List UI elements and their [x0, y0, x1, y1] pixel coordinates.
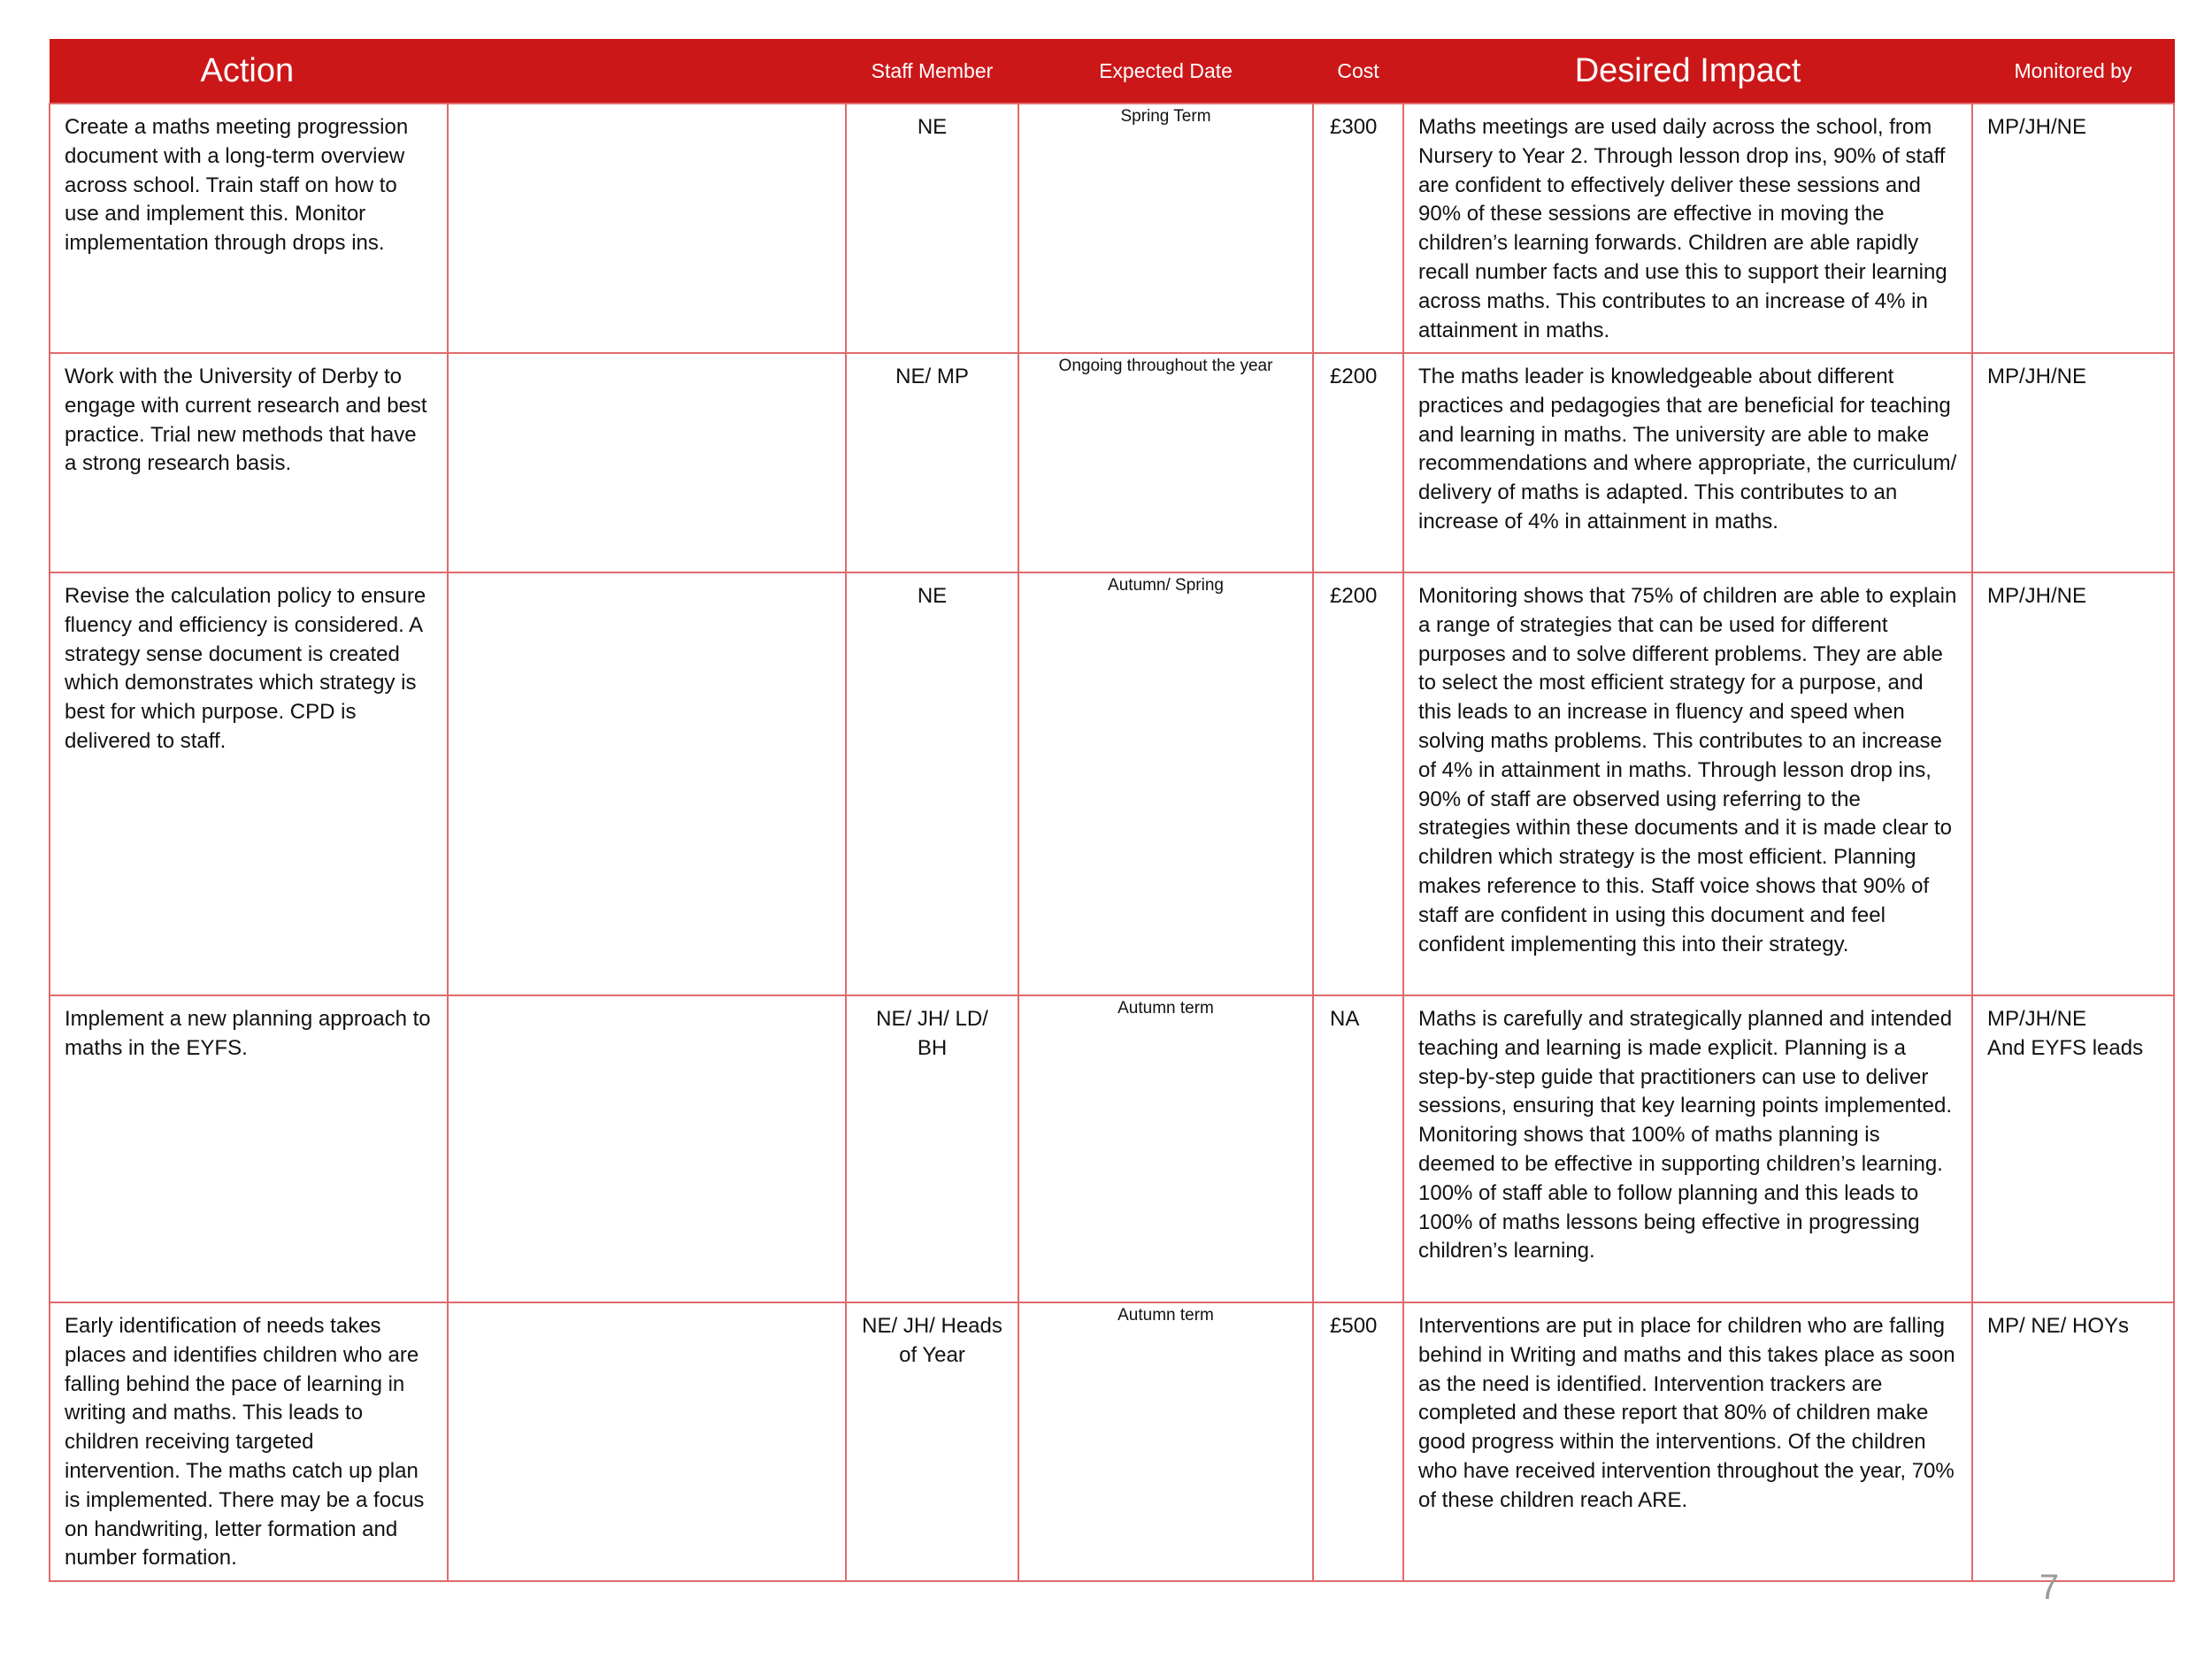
action-cell: Work with the University of Derby to engage with current research and best practice. Trial new methods that have a strong research basis.	[50, 353, 448, 572]
action-cell: Early identification of needs takes places and identifies children who are falling behind the pace of learning in writing and maths. This leads to children receiving targeted intervention. The maths catch up plan is implemented. There may be a focus on handwriting, letter formation and number formation.	[50, 1302, 448, 1581]
staff-cell: NE/ MP	[846, 353, 1018, 572]
date-cell: Autumn/ Spring	[1018, 572, 1313, 995]
notes-cell	[448, 1302, 846, 1581]
notes-cell	[448, 572, 846, 995]
impact-cell: Monitoring shows that 75% of children are able to explain a range of strategies that can be used for different purposes and to solve different problems. They are able to select the most efficient strategy for a purpose, and this leads to an increase in fluency and speed when solving maths problems. This contributes to an increase of 4% in attainment in maths. Through lesson drop ins, 90% of staff are observed using referring to the strategies within these documents and it is made clear to children which strategy is the most efficient. Planning makes reference to this. Staff voice shows that 90% of staff are confident in using this document and feel confident implementing this into their strategy.	[1403, 572, 1972, 995]
action-plan-table	[49, 39, 2175, 1582]
table-row	[50, 104, 2174, 353]
monitored-cell: MP/JH/NE	[1972, 104, 2174, 353]
staff-cell: NE	[846, 572, 1018, 995]
monitored-cell: MP/JH/NE	[1972, 353, 2174, 572]
monitored-cell: MP/ NE/ HOYs	[1972, 1302, 2174, 1581]
monitored-cell: MP/JH/NE	[1972, 572, 2174, 995]
action-cell: Create a maths meeting progression document with a long-term overview across school. Train staff on how to use and implement this. Monitor implementation through drops ins.	[50, 104, 448, 353]
header-action: Action	[50, 39, 846, 104]
monitored-cell: MP/JH/NE And EYFS leads	[1972, 995, 2174, 1302]
impact-cell: Maths is carefully and strategically planned and intended teaching and learning is made explicit. Planning is a step-by-step guide that practitioners can use to deliver sessions, ensuring that key learning points implemented. Monitoring shows that 100% of maths planning is deemed to be effective in supporting children’s learning. 100% of staff able to follow planning and this leads to 100% of maths lessons being effective in progressing children’s learning.	[1403, 995, 1972, 1302]
cost-cell: £200	[1313, 353, 1403, 572]
date-cell: Autumn term	[1018, 1302, 1313, 1581]
action-cell: Implement a new planning approach to maths in the EYFS.	[50, 995, 448, 1302]
impact-cell: Maths meetings are used daily across the school, from Nursery to Year 2. Through lesson drop ins, 90% of staff are confident to effectively deliver these sessions and 90% of these sessions are effective in moving the children’s learning forwards. Children are able rapidly recall number facts and use this to support their learning across maths. This contributes to an increase of 4% in attainment in maths.	[1403, 104, 1972, 353]
notes-cell	[448, 353, 846, 572]
cost-cell: £300	[1313, 104, 1403, 353]
header-monitored-by: Monitored by	[1972, 39, 2174, 104]
date-cell: Spring Term	[1018, 104, 1313, 353]
cost-cell: £500	[1313, 1302, 1403, 1581]
table-row	[50, 995, 2174, 1302]
table-row	[50, 572, 2174, 995]
staff-cell: NE/ JH/ Heads of Year	[846, 1302, 1018, 1581]
header-row	[50, 39, 2174, 104]
header-cost: Cost	[1313, 39, 1403, 104]
notes-cell	[448, 995, 846, 1302]
notes-cell	[448, 104, 846, 353]
action-cell: Revise the calculation policy to ensure fluency and efficiency is considered. A strategy sense document is created which demonstrates which strategy is best for which purpose. CPD is delivered to staff.	[50, 572, 448, 995]
header-expected-date: Expected Date	[1018, 39, 1313, 104]
staff-cell: NE/ JH/ LD/ BH	[846, 995, 1018, 1302]
date-cell: Ongoing throughout the year	[1018, 353, 1313, 572]
staff-cell: NE	[846, 104, 1018, 353]
cost-cell: NA	[1313, 995, 1403, 1302]
table-row	[50, 353, 2174, 572]
page-number: 7	[2039, 1568, 2060, 1607]
date-cell: Autumn term	[1018, 995, 1313, 1302]
table-row	[50, 1302, 2174, 1581]
header-staff-member: Staff Member	[846, 39, 1018, 104]
impact-cell: Interventions are put in place for children who are falling behind in Writing and maths and this takes place as soon as the need is identified. Intervention trackers are completed and these report that 80% of children make good progress within the interventions. Of the children who have received intervention throughout the year, 70% of these children reach ARE.	[1403, 1302, 1972, 1581]
impact-cell: The maths leader is knowledgeable about different practices and pedagogies that are beneficial for teaching and learning in maths. The university are able to make recommendations and where appropriate, the curriculum/ delivery of maths is adapted. This contributes to an increase of 4% in attainment in maths.	[1403, 353, 1972, 572]
cost-cell: £200	[1313, 572, 1403, 995]
header-desired-impact: Desired Impact	[1403, 39, 1972, 104]
